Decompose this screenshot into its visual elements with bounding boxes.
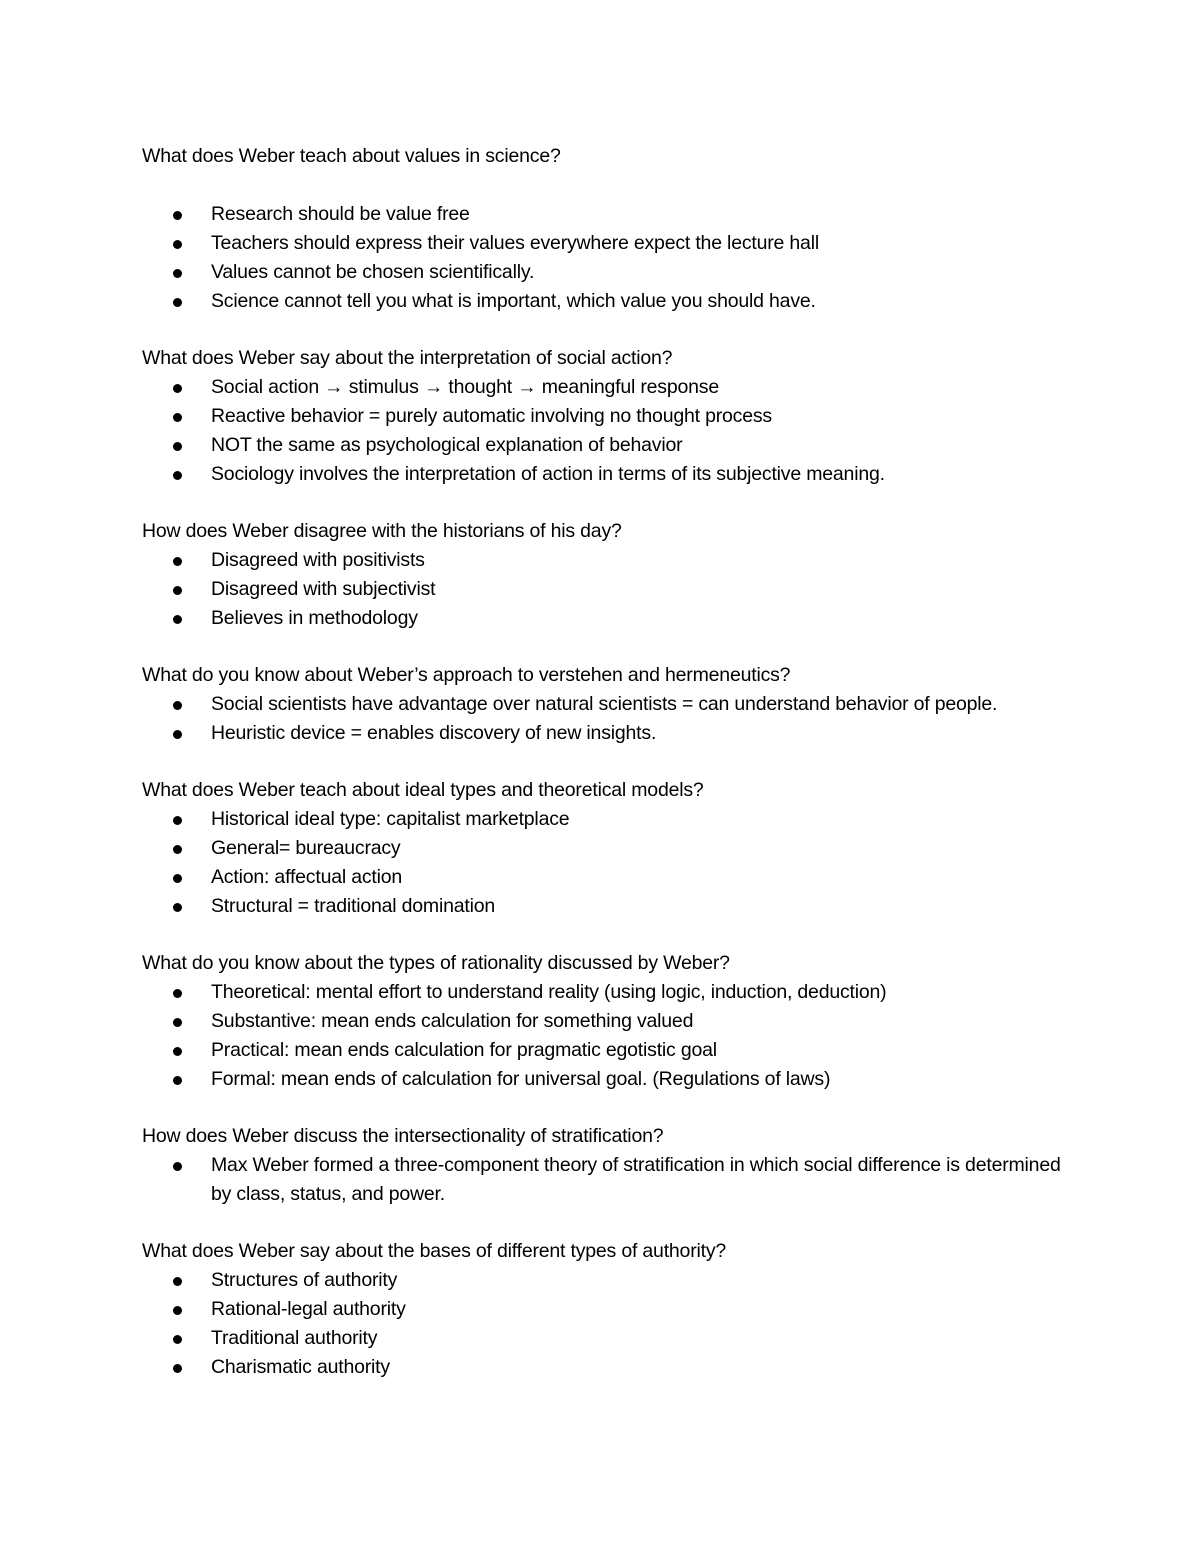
bullet-list	[142, 1151, 1072, 1209]
list-item: Structures of authority	[142, 1266, 1072, 1295]
bullet-list	[142, 546, 1072, 633]
bullet-icon	[173, 1335, 182, 1344]
bullet-icon	[173, 586, 182, 595]
bullet-icon	[173, 730, 182, 739]
list-item: Traditional authority	[142, 1324, 1072, 1353]
list-item: Disagreed with positivists	[142, 546, 1072, 575]
bullet-icon	[173, 1306, 182, 1315]
bullet-icon	[173, 816, 182, 825]
bullet-icon	[173, 1277, 182, 1286]
section-ideal-types	[142, 776, 1072, 921]
bullet-icon	[173, 211, 182, 220]
list-item: Rational-legal authority	[142, 1295, 1072, 1324]
list-item: Sociology involves the interpretation of action in terms of its subjective meaning.	[142, 460, 1072, 489]
list-item: Action: affectual action	[142, 863, 1072, 892]
list-item: Science cannot tell you what is important, which value you should have.	[142, 287, 1072, 316]
question-heading: What do you know about Weber’s approach to verstehen and hermeneutics?	[142, 664, 791, 686]
question-heading: How does Weber disagree with the historians of his day?	[142, 520, 622, 542]
bullet-icon	[173, 701, 182, 710]
list-item: Values cannot be chosen scientifically.	[142, 258, 1072, 287]
section-verstehen	[142, 661, 1072, 748]
bullet-icon	[173, 845, 182, 854]
bullet-icon	[173, 989, 182, 998]
list-item: Believes in methodology	[142, 604, 1072, 633]
list-item: Social scientists have advantage over natural scientists = can understand behavior of people.	[142, 690, 1072, 719]
question-heading: What does Weber say about the bases of different types of authority?	[142, 1240, 727, 1262]
bullet-list	[142, 373, 1072, 489]
bullet-icon	[173, 1162, 182, 1171]
bullet-icon	[173, 298, 182, 307]
bullet-icon	[173, 384, 182, 393]
question-heading: What do you know about the types of rationality discussed by Weber?	[142, 952, 730, 974]
list-item: Heuristic device = enables discovery of new insights.	[142, 719, 1072, 748]
section-stratification	[142, 1122, 1072, 1209]
question-heading: What does Weber teach about ideal types and theoretical models?	[142, 779, 704, 801]
bullet-list	[142, 805, 1072, 921]
document-body	[142, 142, 1072, 1410]
bullet-icon	[173, 269, 182, 278]
bullet-list	[142, 200, 1072, 316]
section-social-action	[142, 344, 1072, 489]
list-item: Social action → stimulus → thought → meaningful response	[142, 373, 1072, 402]
section-historians	[142, 517, 1072, 633]
list-item: Charismatic authority	[142, 1353, 1072, 1382]
bullet-icon	[173, 413, 182, 422]
bullet-icon	[173, 240, 182, 249]
list-item: NOT the same as psychological explanation of behavior	[142, 431, 1072, 460]
question-heading: What does Weber say about the interpretation of social action?	[142, 347, 673, 369]
list-item: Historical ideal type: capitalist marketplace	[142, 805, 1072, 834]
bullet-icon	[173, 471, 182, 480]
list-item: Substantive: mean ends calculation for something valued	[142, 1007, 1072, 1036]
list-item: Theoretical: mental effort to understand reality (using logic, induction, deduction)	[142, 978, 1072, 1007]
bullet-icon	[173, 874, 182, 883]
list-item: Reactive behavior = purely automatic involving no thought process	[142, 402, 1072, 431]
list-item: Disagreed with subjectivist	[142, 575, 1072, 604]
list-item: Formal: mean ends of calculation for universal goal. (Regulations of laws)	[142, 1065, 1072, 1094]
bullet-icon	[173, 442, 182, 451]
section-authority	[142, 1237, 1072, 1382]
list-item: Research should be value free	[142, 200, 1072, 229]
bullet-icon	[173, 615, 182, 624]
question-heading: What does Weber teach about values in science?	[142, 145, 561, 167]
section-rationality	[142, 949, 1072, 1094]
list-item: Max Weber formed a three-component theory of stratification in which social difference is determined by class, status, and power.	[142, 1151, 1072, 1209]
list-item: Structural = traditional domination	[142, 892, 1072, 921]
bullet-icon	[173, 903, 182, 912]
bullet-list	[142, 1266, 1072, 1382]
bullet-icon	[173, 1018, 182, 1027]
list-item: General= bureaucracy	[142, 834, 1072, 863]
bullet-icon	[173, 1364, 182, 1373]
list-item: Teachers should express their values everywhere expect the lecture hall	[142, 229, 1072, 258]
bullet-list	[142, 978, 1072, 1094]
section-values-in-science	[142, 142, 1072, 316]
question-heading: How does Weber discuss the intersectionality of stratification?	[142, 1125, 664, 1147]
list-item: Practical: mean ends calculation for pragmatic egotistic goal	[142, 1036, 1072, 1065]
bullet-list	[142, 690, 1072, 748]
bullet-icon	[173, 557, 182, 566]
bullet-icon	[173, 1047, 182, 1056]
bullet-icon	[173, 1076, 182, 1085]
